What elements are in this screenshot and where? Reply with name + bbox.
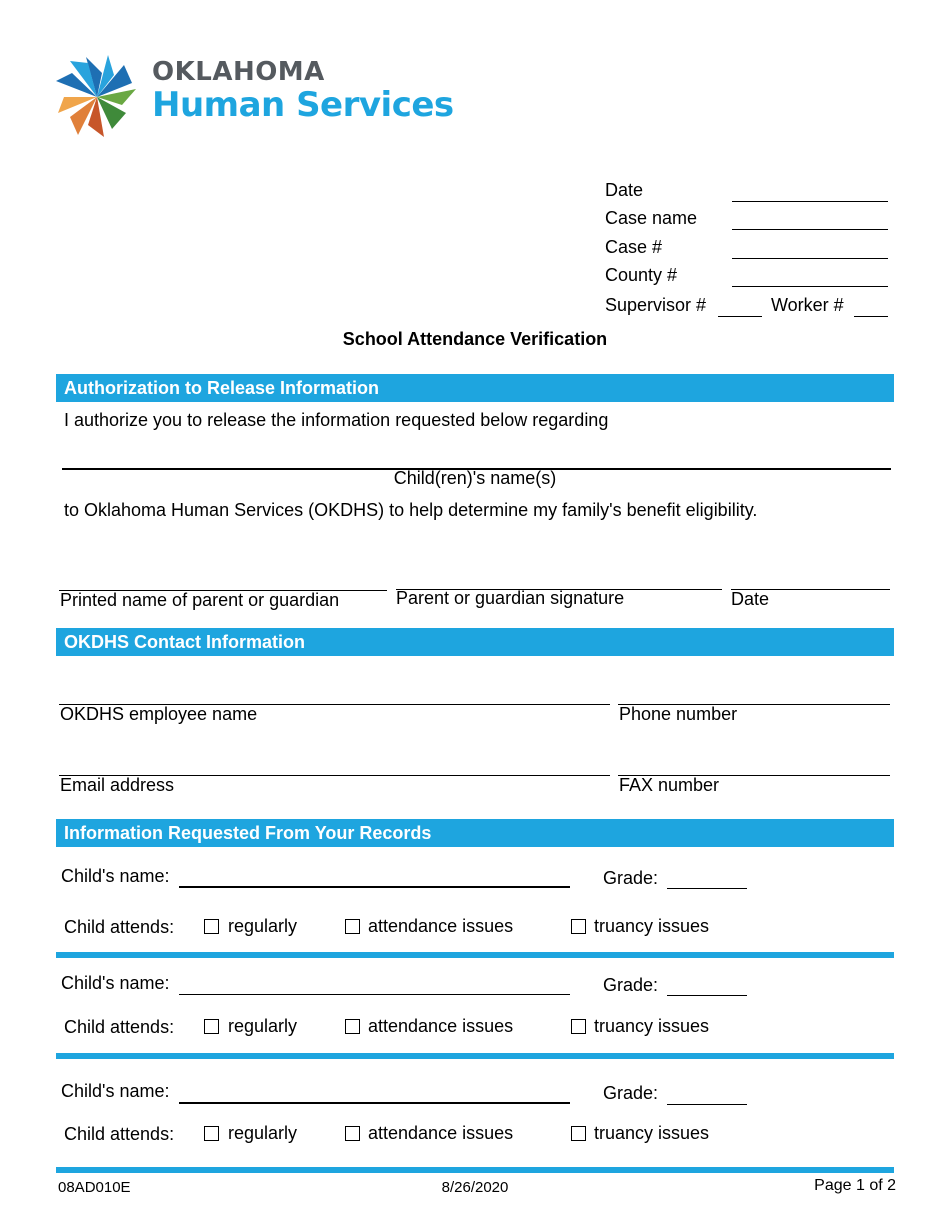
record-divider [56, 1053, 894, 1059]
contact-header-text: OKDHS Contact Information [64, 632, 305, 652]
truancy-issues-label: truancy issues [594, 1123, 710, 1143]
grade-field[interactable] [667, 1104, 747, 1105]
records-section-header [56, 819, 894, 847]
employee-name-label: OKDHS employee name [60, 704, 258, 724]
footer-divider [56, 1167, 894, 1173]
case-number-field[interactable] [732, 258, 888, 259]
printed-name-label: Printed name of parent or guardian [60, 590, 340, 610]
case-name-label: Case name [605, 208, 698, 228]
grade-field[interactable] [667, 995, 747, 996]
truancy-issues-label: truancy issues [594, 1016, 710, 1036]
attendance-issues-label: attendance issues [368, 1016, 514, 1036]
child-name-label: Child's name: [61, 973, 170, 993]
logo-line-1: OKLAHOMA [152, 57, 325, 87]
authorization-intro: I authorize you to release the information requested below regarding [64, 410, 609, 430]
phone-label: Phone number [619, 704, 738, 724]
child-name-label: Child's name: [61, 866, 170, 886]
child-attends-label: Child attends: [64, 1124, 175, 1144]
regularly-checkbox[interactable] [204, 919, 219, 934]
truancy-issues-checkbox[interactable] [571, 1126, 586, 1141]
attendance-issues-label: attendance issues [368, 916, 514, 936]
county-field[interactable] [732, 286, 888, 287]
child-attends-label: Child attends: [64, 917, 175, 937]
attendance-issues-checkbox[interactable] [345, 1126, 360, 1141]
regularly-label: regularly [228, 1016, 298, 1036]
fax-label: FAX number [619, 775, 720, 795]
worker-label: Worker # [771, 295, 844, 315]
email-label: Email address [60, 775, 175, 795]
case-date-label: Date [605, 180, 644, 200]
authorization-section-header [56, 374, 894, 402]
child-name-field[interactable] [179, 994, 570, 995]
authorization-header-text: Authorization to Release Information [64, 378, 380, 398]
grade-label: Grade: [603, 1083, 659, 1103]
truancy-issues-checkbox[interactable] [571, 919, 586, 934]
truancy-issues-checkbox[interactable] [571, 1019, 586, 1034]
attendance-issues-label: attendance issues [368, 1123, 514, 1143]
record-divider [56, 952, 894, 958]
case-name-field[interactable] [732, 229, 888, 230]
regularly-label: regularly [228, 1123, 298, 1143]
child-name-field[interactable] [179, 886, 570, 888]
grade-label: Grade: [603, 975, 659, 995]
case-date-field[interactable] [732, 201, 888, 202]
attendance-issues-checkbox[interactable] [345, 919, 360, 934]
child-name-label: Child's name: [61, 1081, 170, 1101]
page-number: Page 1 of 2 [814, 1177, 896, 1194]
truancy-issues-label: truancy issues [594, 916, 710, 936]
worker-field[interactable] [854, 316, 888, 317]
child-attends-label: Child attends: [64, 1017, 175, 1037]
star-emblem-icon [56, 55, 138, 139]
supervisor-field[interactable] [718, 316, 762, 317]
agency-logo [56, 55, 466, 141]
attendance-issues-checkbox[interactable] [345, 1019, 360, 1034]
regularly-checkbox[interactable] [204, 1126, 219, 1141]
children-names-label: Child(ren)'s name(s) [393, 468, 557, 488]
signature-label: Parent or guardian signature [396, 588, 625, 608]
grade-field[interactable] [667, 888, 747, 889]
child-name-field[interactable] [179, 1102, 570, 1104]
authorization-purpose: to Oklahoma Human Services (OKDHS) to help determine my family's benefit eligibility. [64, 500, 758, 520]
case-number-label: Case # [605, 237, 663, 257]
county-label: County # [605, 265, 678, 285]
logo-line-2: Human Services [152, 85, 454, 125]
records-header-text: Information Requested From Your Records [64, 823, 432, 843]
contact-section-header [56, 628, 894, 656]
form-title: School Attendance Verification [342, 329, 608, 349]
signature-date-label: Date [731, 589, 770, 609]
grade-label: Grade: [603, 868, 659, 888]
form-number: 08AD010E [58, 1179, 131, 1196]
revision-date: 8/26/2020 [441, 1179, 509, 1196]
supervisor-label: Supervisor # [605, 295, 707, 315]
regularly-label: regularly [228, 916, 298, 936]
regularly-checkbox[interactable] [204, 1019, 219, 1034]
